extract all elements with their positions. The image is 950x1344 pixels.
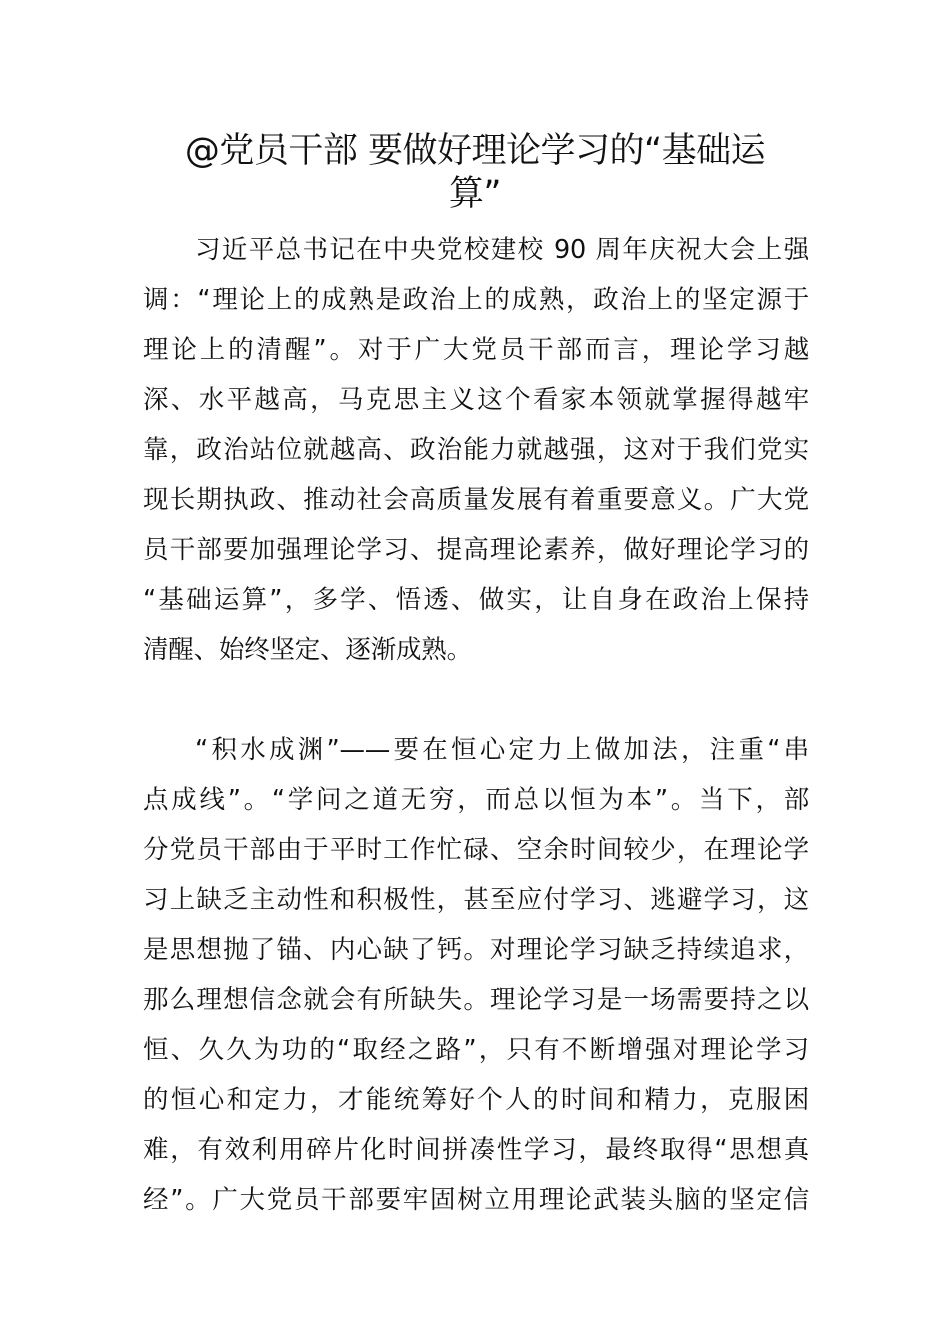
text-line: “积水成渊”——要在恒心定力上做加法，注重“串 <box>195 735 809 765</box>
text-line: 靠，政治站位就越高、政治能力就越强，这对于我们党实 <box>143 435 809 465</box>
text-line: 深、水平越高，马克思主义这个看家本领就掌握得越牢 <box>143 385 809 415</box>
paragraph-1 <box>143 225 809 675</box>
text-line: 理论上的清醒”。对于广大党员干部而言，理论学习越 <box>143 335 809 365</box>
paragraph-2 <box>143 725 809 1225</box>
text-line: “基础运算”，多学、悟透、做实，让自身在政治上保持 <box>143 585 809 615</box>
text-line: 恒、久久为功的“取经之路”，只有不断增强对理论学习 <box>143 1035 809 1065</box>
text-line: 清醒、始终坚定、逐渐成熟。 <box>143 635 472 665</box>
text-line: 经”。广大党员干部要牢固树立用理论武装头脑的坚定信 <box>143 1185 809 1215</box>
article-title <box>150 130 800 216</box>
text-line: 习上缺乏主动性和积极性，甚至应付学习、逃避学习，这 <box>143 885 809 915</box>
text-line: 习近平总书记在中央党校建校 90 周年庆祝大会上强 <box>195 235 809 265</box>
text-line: 现长期执政、推动社会高质量发展有着重要意义。广大党 <box>143 485 809 515</box>
text-line: 那么理想信念就会有所缺失。理论学习是一场需要持之以 <box>143 985 809 1015</box>
text-line: 员干部要加强理论学习、提高理论素养，做好理论学习的 <box>143 535 809 565</box>
text-line: 难，有效利用碎片化时间拼凑性学习，最终取得“思想真 <box>143 1135 809 1165</box>
title-line-2: 算” <box>448 174 502 214</box>
text-line: 的恒心和定力，才能统筹好个人的时间和精力，克服困 <box>143 1085 809 1115</box>
text-line: 分党员干部由于平时工作忙碌、空余时间较少，在理论学 <box>143 835 809 865</box>
text-line: 调：“理论上的成熟是政治上的成熟，政治上的坚定源于 <box>143 285 809 315</box>
text-line: 点成线”。“学问之道无穷，而总以恒为本”。当下，部 <box>143 785 809 815</box>
title-line-1: @党员干部 要做好理论学习的“基础运 <box>184 131 766 171</box>
text-line: 是思想抛了锚、内心缺了钙。对理论学习缺乏持续追求， <box>143 935 809 965</box>
